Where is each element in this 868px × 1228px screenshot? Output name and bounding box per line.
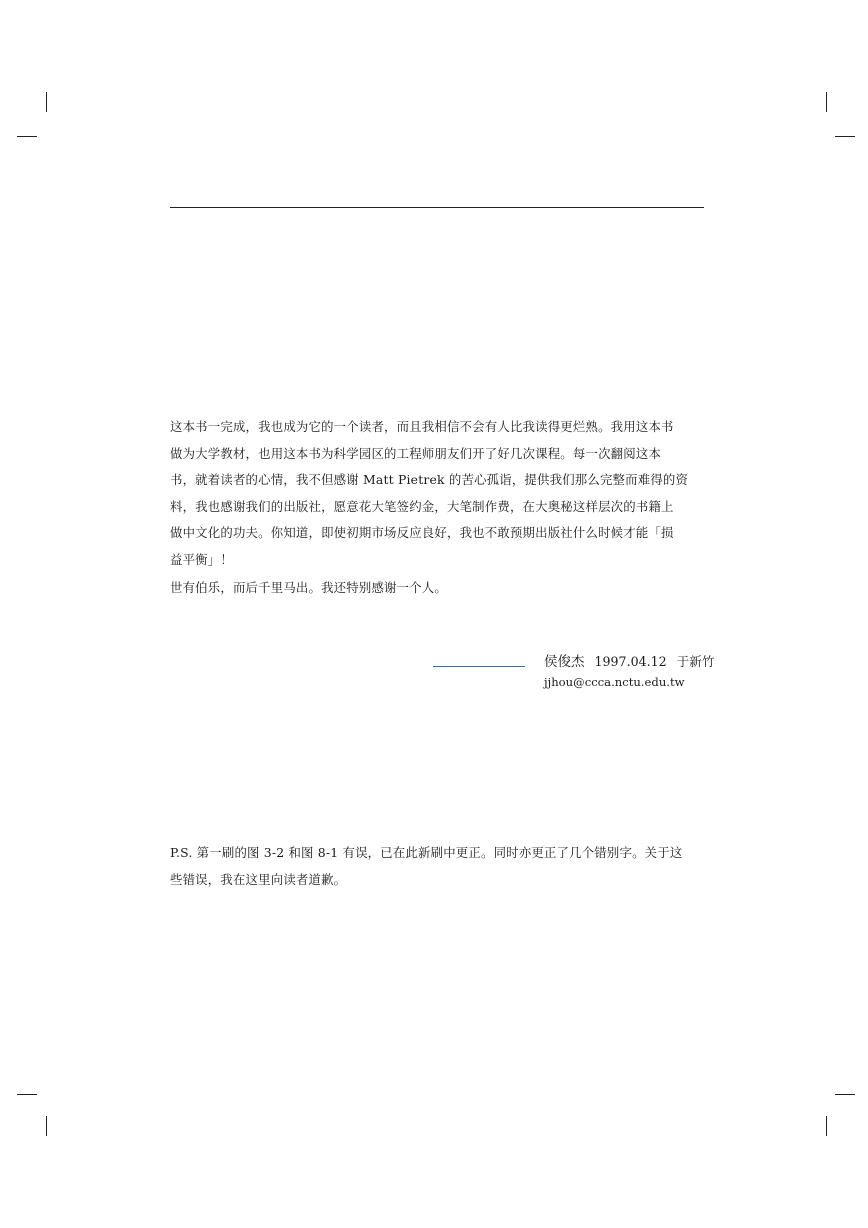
preface-line: 书，就着读者的心情，我不但感谢 Matt Pietrek 的苦心孤诣，提供我们那么完整而难得的资 [170, 472, 689, 487]
ps-line: 些错误，我在这里向读者道歉。 [170, 871, 347, 887]
preface-line: 做为大学教材，也用这本书为科学园区的工程师朋友们开了好几次课程。每一次翻阅这本 [170, 445, 662, 461]
crop-mark-bottom-left-horizontal [17, 1094, 37, 1095]
crop-mark-bottom-left-vertical [46, 1116, 47, 1136]
thanks-paragraph [170, 575, 710, 602]
header-rule [170, 207, 704, 208]
crop-mark-top-left-vertical [46, 92, 47, 112]
crop-mark-bottom-right-vertical [826, 1116, 827, 1136]
ps-paragraph [170, 840, 710, 893]
thanks-line: 世有伯乐，而后千里马出。我还特别感谢一个人。 [170, 580, 447, 595]
signature-line [544, 650, 714, 670]
signature-rule [433, 666, 525, 667]
signature-date: 1997.04.12 [594, 654, 667, 669]
crop-mark-top-right-vertical [826, 92, 827, 112]
signature-place: 于新竹 [676, 654, 715, 669]
preface-line: 料，我也感谢我们的出版社，愿意花大笔签约金，大笔制作费，在大奥秘这样层次的书籍上 [170, 498, 674, 514]
preface-line: 益平衡」！ [170, 551, 233, 567]
crop-mark-bottom-right-horizontal [835, 1094, 855, 1095]
preface-line: 做中文化的功夫。你知道，即使初期市场反应良好，我也不敢预期出版社什么时候才能「损 [170, 525, 674, 540]
signature-email: jjhou@ccca.nctu.edu.tw [544, 675, 685, 689]
preface-paragraph [170, 414, 710, 573]
crop-mark-top-right-horizontal [835, 136, 855, 137]
preface-line: 这本书一完成，我也成为它的一个读者，而且我相信不会有人比我读得更烂熟。我用这本书 [170, 419, 674, 434]
ps-line: P.S. 第一刷的图 3-2 和图 8-1 有误，已在此新刷中更正。同时亦更正了几个错别字。关于这 [170, 845, 683, 860]
crop-mark-top-left-horizontal [17, 136, 37, 137]
signature-name: 侯俊杰 [544, 654, 585, 670]
